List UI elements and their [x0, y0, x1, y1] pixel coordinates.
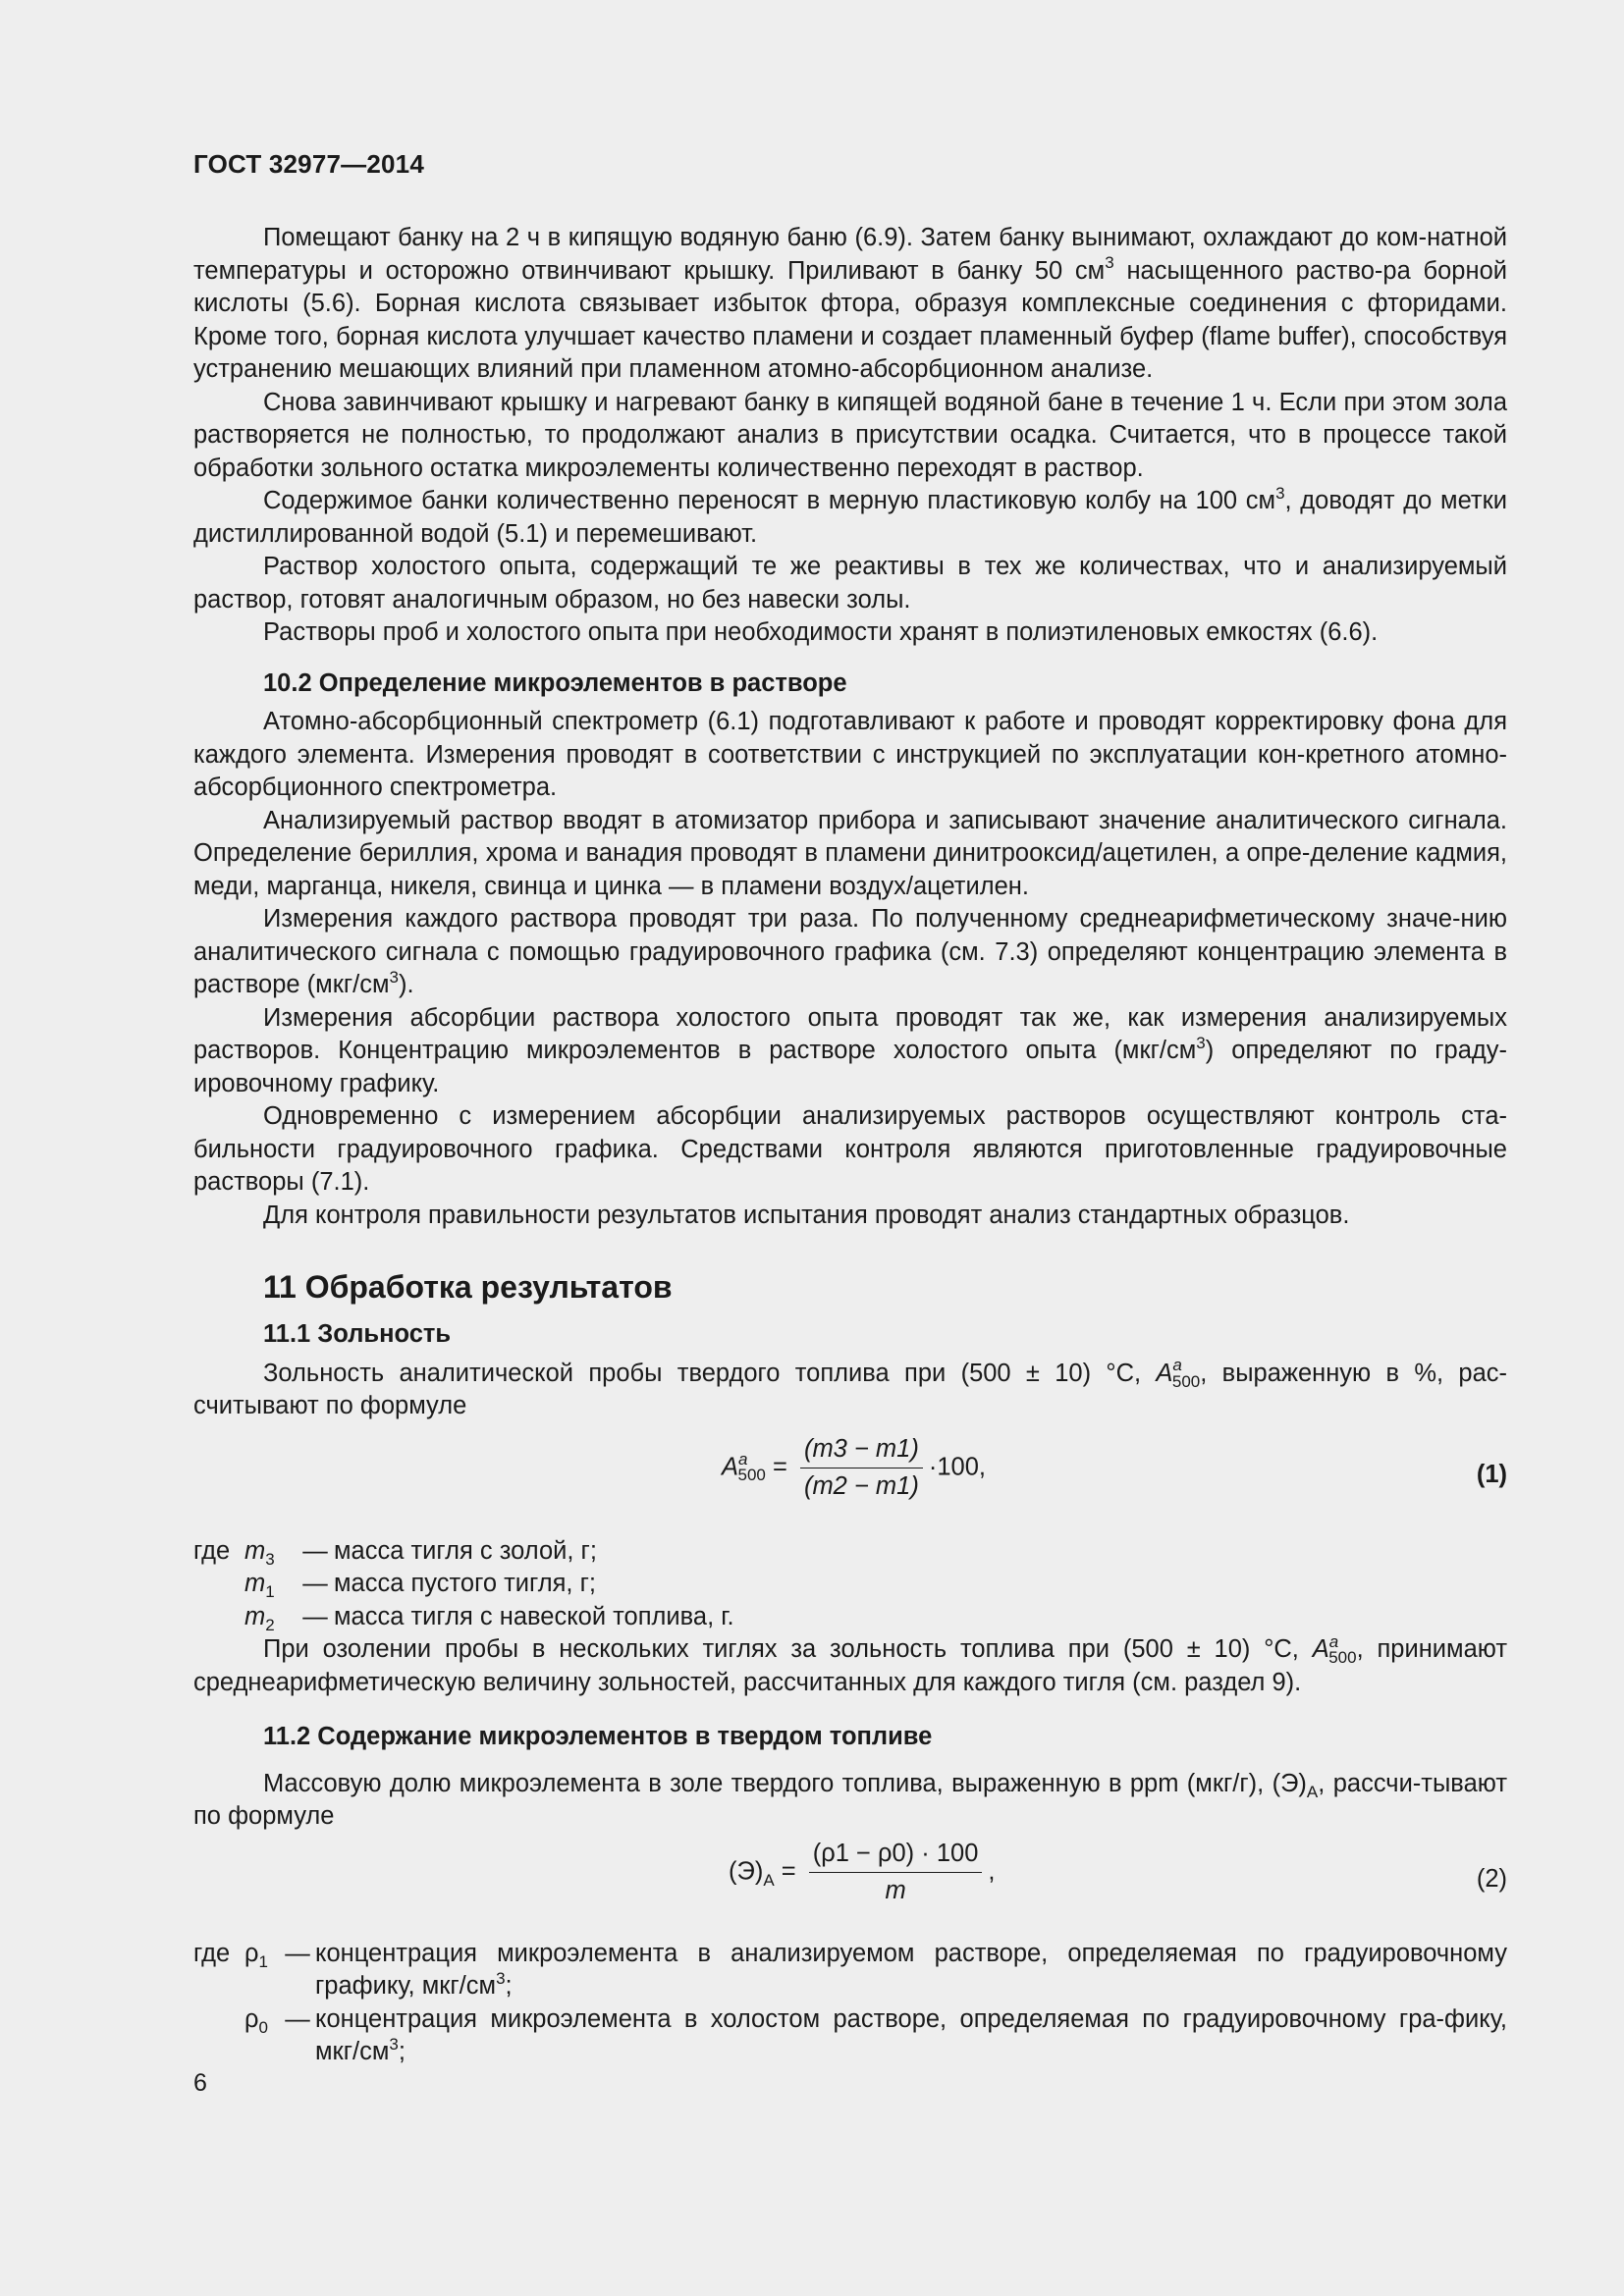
paragraph: Измерения каждого раствора проводят три раза. По полученному среднеарифметическому значе-нию аналитического сигнала с помощью градуировочного графика (см. 7.3) определяют концентрацию элемента в растворе $(мкг/см^3)$.: [193, 905, 1507, 998]
paragraph: Для контроля правильности результатов испытания проводят анализ стандартных образцов.: [263, 1201, 1350, 1229]
paragraph: Атомно-абсорбционный спектрометр (6.1) подготавливают к работе и проводят корректировку фона для каждого элемента. Измерения проводят в соответствии с инструкцией по эксплуатации кон-кретного атомно-абсорбционного спектрометра.: [193, 708, 1507, 801]
formula-1-fraction: $\frac{(m3 - m1)}{(m2 - m1)}$: [800, 1433, 923, 1504]
legend-row: где $\rho_1$ — концентрация микроэлемента в анализируемом растворе, определяемая по градуировочному графику, мкг/$см^3$;: [193, 1939, 1507, 2000]
paragraph: Раствор холостого опыта, содержащий те же реактивы в тех же количествах, что и анализируемый раствор, готовят аналогичным образом, но без навески золы.: [193, 553, 1507, 614]
formula-2-fraction: $\frac{(\rho 1 - \rho 0) \cdot 100}{m}$: [809, 1838, 983, 1908]
legend-row: $m_2$ — масса тигля с навеской топлива, г.: [244, 1602, 734, 1634]
legend-row: где $m_3$ — масса тигля с золой, г;: [193, 1536, 597, 1569]
document-body: [193, 222, 1507, 2069]
formula-1: $A^a_{500}$ = $\frac{(m3 - m1)}{(m2 - m1)}$ ·100, (1): [193, 1427, 1507, 1525]
section-heading-11: 11 Обработка результатов: [263, 1269, 673, 1305]
legend-row: $m_1$ — масса пустого тигля, г;: [244, 1570, 596, 1602]
section-heading-11-1: 11.1 Зольность: [263, 1320, 452, 1348]
section-heading-10-2: 10.2 Определение микроэлементов в растворе: [263, 668, 847, 697]
paragraph: Помещают банку на 2 ч в кипящую водяную баню (6.9). Затем банку вынимают, охлаждают до ком-натной температуры и осторожно отвинчивают крышку. Приливают в банку 50 $см^3$ насыщенного раство-ра борной кислоты (5.6). Борная кислота связывает избыток фтора, образуя комплексные соединения с фторидами. Кроме того, борная кислота улучшает качество пламени и создает пламенный буфер (flame buffer), способствуя устранению мешающих влияний при пламенном атомно-абсорбционном анализе.: [193, 224, 1507, 383]
formula-2-label: (2): [1476, 1864, 1507, 1893]
paragraph: Одновременно с измерением абсорбции анализируемых растворов осуществляют контроль ста-бильности градуировочного графика. Средствами контроля являются приготовленные градуировочные растворы (7.1).: [193, 1102, 1507, 1196]
section-heading-11-2: 11.2 Содержание микроэлементов в твердом топливе: [263, 1723, 933, 1750]
formula-2: $(Э)_A$ = $\frac{(\rho 1 - \rho 0) \cdot 100}{m}$ , (2): [193, 1838, 1507, 1928]
paragraph: Анализируемый раствор вводят в атомизатор прибора и записывают значение аналитического сигнала. Определение бериллия, хрома и ванадия проводят в пламени динитрооксид/ацетилен, а опре-деление кадмия, меди, марганца, никеля, свинца и цинка — в пламени воздух/ацетилен.: [193, 806, 1507, 900]
paragraph: Зольность аналитической пробы твердого топлива при (500 ± 10) °С, $A^a_{500}$, выраженную в %, рас-считывают по формуле: [193, 1356, 1507, 1419]
formula-1-legend: [193, 1535, 1507, 1634]
paragraph: Растворы проб и холостого опыта при необходимости хранят в полиэтиленовых емкостях (6.6).: [263, 618, 1379, 646]
paragraph: Измерения абсорбции раствора холостого опыта проводят так же, как измерения анализируемых растворов. Концентрацию микроэлементов в растворе холостого опыта $(мкг/см^3)$ определяют по граду-ировочному графику.: [193, 1003, 1507, 1097]
paragraph: При озолении пробы в нескольких тиглях за зольность топлива при (500 ± 10) °С, $A^a_{500}$, принимают среднеарифметическую величину зольностей, рассчитанных для каждого тигля (см. раздел 9).: [193, 1631, 1507, 1696]
legend-row: $\rho_0$ — концентрация микроэлемента в холостом растворе, определяемая по градуировочному гра-фику, мкг/$см^3$;: [244, 2004, 1507, 2065]
formula-2-legend: [193, 1938, 1507, 2069]
page-number: 6: [193, 2069, 207, 2097]
paragraph: Массовую долю микроэлемента в золе твердого топлива, выраженную в ppm (мкг/г), $(Э)_A$, рассчи-тывают по формуле: [193, 1769, 1507, 1830]
paragraph: Содержимое банки количественно переносят в мерную пластиковую колбу на 100 $см^3$, доводят до метки дистиллированной водой (5.1) и перемешивают.: [193, 483, 1508, 548]
document-header: ГОСТ 32977—2014: [193, 149, 424, 179]
paragraph: Снова завинчивают крышку и нагревают банку в кипящей водяной бане в течение 1 ч. Если при этом зола растворяется не полностью, то продолжают анализ в присутствии осадка. Считается, что в процессе такой обработки зольного остатка микроэлементы количественно переходят в раствор.: [193, 388, 1507, 482]
formula-1-label: (1): [1476, 1460, 1507, 1488]
